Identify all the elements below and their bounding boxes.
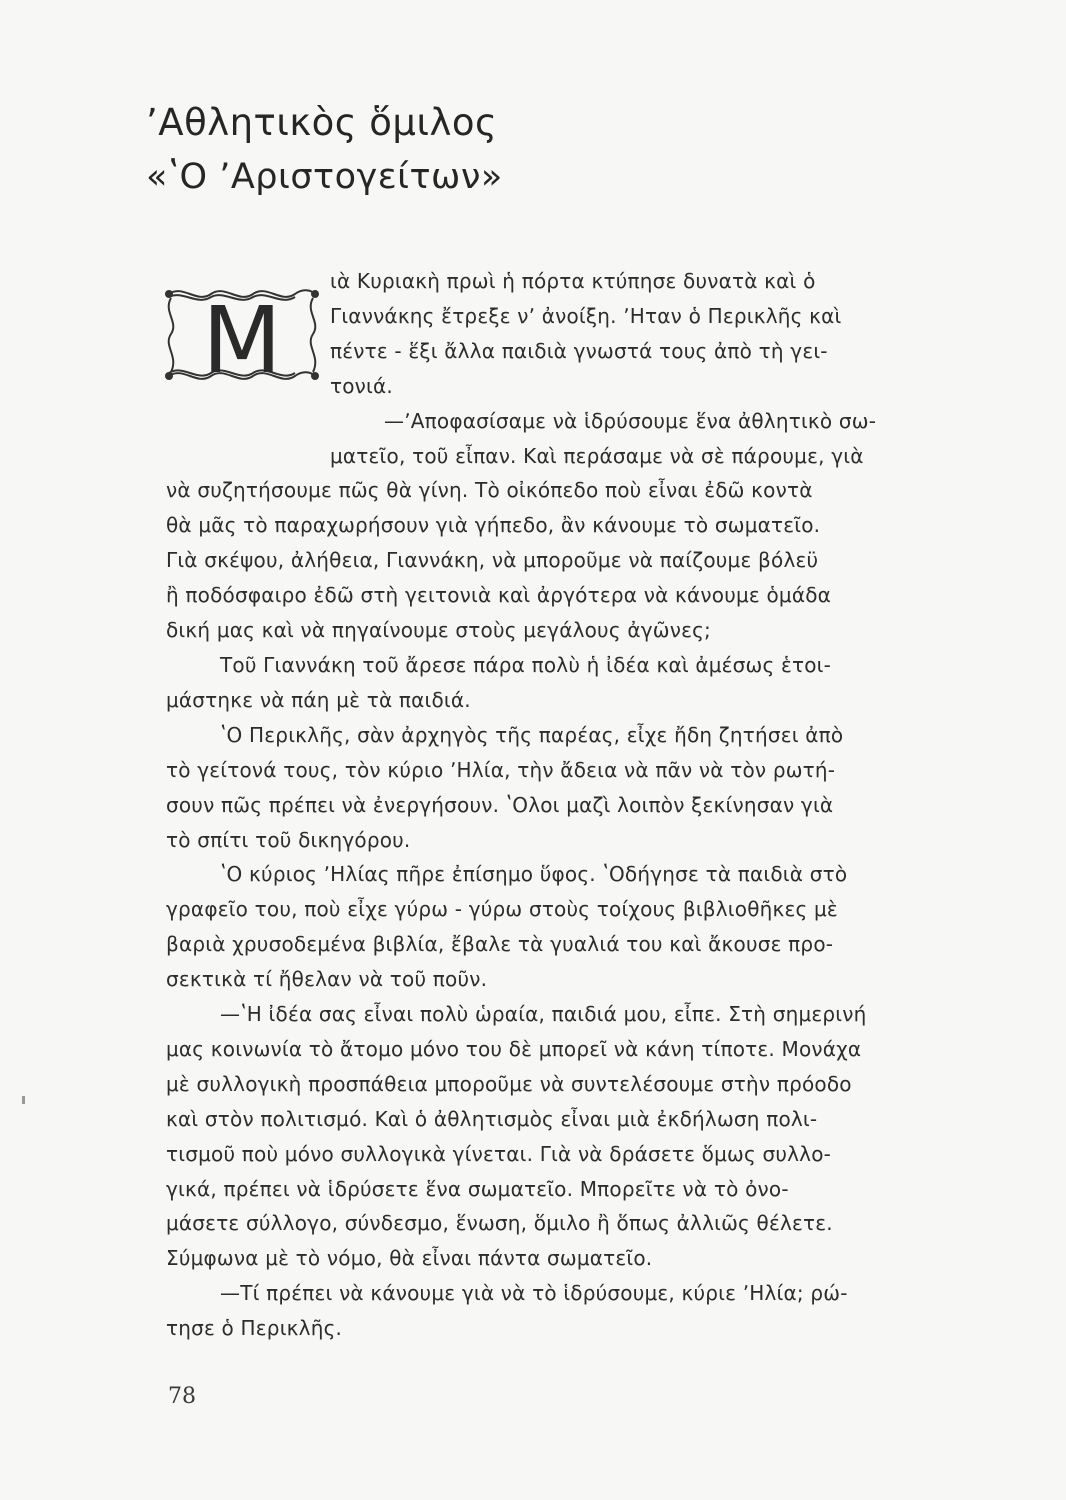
- text-line: σουν πῶς πρέπει νὰ ἐνεργήσουν. ʽΟλοι μαζὶ λοιπὸν ξεκίνησαν γιὰ: [166, 792, 834, 817]
- text-line: —Τί πρέπει νὰ κάνουμε γιὰ νὰ τὸ ἱδρύσουμε, κύριε ʼΗλία; ρώ-: [220, 1281, 848, 1306]
- scan-speck: [22, 1096, 25, 1104]
- text-line: τισμοῦ ποὺ μόνο συλλογικὰ γίνεται. Γιὰ νὰ δράσετε ὅμως συλλο-: [166, 1141, 832, 1166]
- text-line: μάστηκε νὰ πάη μὲ τὰ παιδιά.: [166, 687, 471, 712]
- text-line: τησε ὁ Περικλῆς.: [166, 1316, 343, 1341]
- text-line: ʽΟ κύριος ʼΗλίας πῆρε ἐπίσημο ὕφος. ʽΟδήγησε τὰ παιδιὰ στὸ: [220, 862, 848, 887]
- chapter-title: [146, 96, 503, 204]
- text-line: γικά, πρέπει νὰ ἱδρύσετε ἕνα σωματεῖο. Μπορεῖτε νὰ τὸ ὀνο-: [166, 1176, 789, 1201]
- text-line: ιὰ Κυριακὴ πρωὶ ἡ πόρτα κτύπησε δυνατὰ καὶ ὁ: [330, 269, 816, 293]
- text-line: ʽΟ Περικλῆς, σὰν ἀρχηγὸς τῆς παρέας, εἶχε ἤδη ζητήσει ἀπὸ: [220, 722, 844, 747]
- text-line: τὸ γείτονά τους, τὸν κύριο ʼΗλία, τὴν ἄδεια νὰ πᾶν νὰ τὸν ρωτή-: [166, 757, 836, 782]
- body-text: [166, 264, 1004, 1346]
- text-line: Γιαννάκης ἔτρεξε νʼ ἀνοίξη. ʼΗταν ὁ Περικλῆς καὶ: [330, 303, 842, 328]
- text-line: δική μας καὶ νὰ πηγαίνουμε στοὺς μεγάλους ἀγῶνες;: [166, 618, 711, 643]
- text-line: Τοῦ Γιαννάκη τοῦ ἄρεσε πάρα πολὺ ἡ ἰδέα καὶ ἀμέσως ἑτοι-: [220, 652, 832, 677]
- text-line: —ʼΑποφασίσαμε νὰ ἱδρύσουμε ἕνα ἀθλητικὸ σω-: [384, 408, 877, 433]
- chapter-title-line-1: ʼΑθλητικὸς ὅμιλος: [146, 101, 498, 144]
- text-line: Σύμφωνα μὲ τὸ νόμο, θὰ εἶναι πάντα σωματεῖο.: [166, 1246, 653, 1271]
- text-line: —ʽΗ ἰδέα σας εἶναι πολὺ ὡραία, παιδιά μου, εἶπε. Στὴ σημερινή: [220, 1002, 867, 1027]
- text-line: γραφεῖο του, ποὺ εἶχε γύρω - γύρω στοὺς τοίχους βιβλιοθῆκες μὲ: [166, 897, 838, 922]
- text-line: θὰ μᾶς τὸ παραχωρήσουν γιὰ γήπεδο, ἂν κάνουμε τὸ σωματεῖο.: [166, 513, 821, 538]
- text-line: μας κοινωνία τὸ ἄτομο μόνο του δὲ μπορεῖ νὰ κάνη τίποτε. Μονάχα: [166, 1036, 862, 1061]
- text-line: σεκτικὰ τί ἤθελαν νὰ τοῦ ποῦν.: [166, 967, 488, 992]
- text-line: πέντε - ἕξι ἄλλα παιδιὰ γνωστά τους ἀπὸ τὴ γει-: [330, 338, 828, 363]
- page-number: 78: [168, 1384, 196, 1409]
- text-line: ματεῖο, τοῦ εἶπαν. Καὶ περάσαμε νὰ σὲ πάρουμε, γιὰ: [330, 443, 864, 468]
- text-line: τὸ σπίτι τοῦ δικηγόρου.: [166, 827, 411, 852]
- text-line: νὰ συζητήσουμε πῶς θὰ γίνη. Τὸ οἰκόπεδο ποὺ εἶναι ἐδῶ κοντὰ: [166, 478, 813, 503]
- text-line: μάσετε σύλλογο, σύνδεσμο, ἕνωση, ὅμιλο ἢ ὅπως ἀλλιῶς θέλετε.: [166, 1211, 833, 1236]
- text-line: καὶ στὸν πολιτισμό. Καὶ ὁ ἀθλητισμὸς εἶναι μιὰ ἐκδήλωση πολι-: [166, 1106, 818, 1131]
- text-line: τονιά.: [330, 373, 393, 398]
- text-line: Γιὰ σκέψου, ἀλήθεια, Γιαννάκη, νὰ μποροῦμε νὰ παίζουμε βόλεϋ: [166, 548, 819, 573]
- text-line: μὲ συλλογικὴ προσπάθεια μποροῦμε νὰ συντελέσουμε στὴν πρόοδο: [166, 1071, 852, 1096]
- text-line: βαριὰ χρυσοδεμένα βιβλία, ἔβαλε τὰ γυαλιά του καὶ ἄκουσε προ-: [166, 932, 834, 957]
- text-line: ἢ ποδόσφαιρο ἐδῶ στὴ γειτονιὰ καὶ ἀργότερα νὰ κάνουμε ὁμάδα: [166, 583, 832, 608]
- initial-glyph: Μ: [202, 287, 282, 386]
- chapter-title-line-2: «ʽΟ ʼΑριστογείτων»: [146, 157, 503, 197]
